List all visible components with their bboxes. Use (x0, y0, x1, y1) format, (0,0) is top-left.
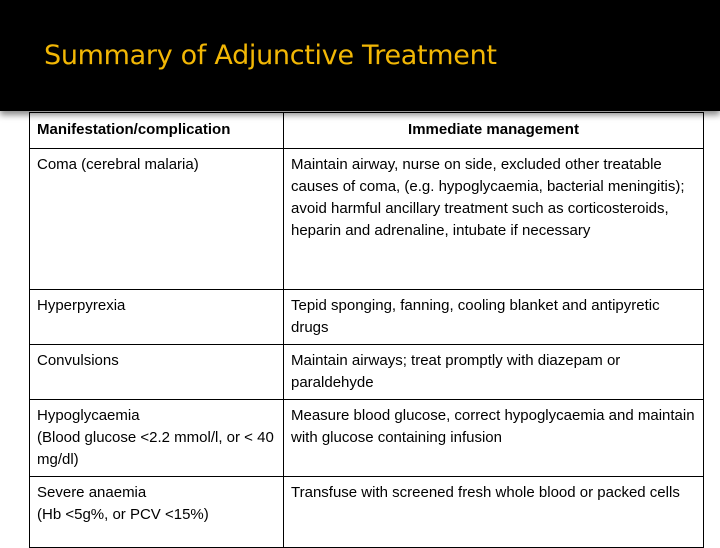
title-bar (0, 0, 720, 111)
management-cell: Measure blood glucose, correct hypoglycaemia and maintain with glucose containing infusion (284, 400, 704, 477)
header-management: Immediate management (284, 113, 704, 149)
management-cell: Transfuse with screened fresh whole blood or packed cells (284, 477, 704, 548)
manifestation-cell: Coma (cerebral malaria) (30, 149, 284, 290)
header-manifestation: Manifestation/complication (30, 113, 284, 149)
manifestation-cell: Hyperpyrexia (30, 290, 284, 345)
table-row (30, 149, 704, 290)
management-cell: Tepid sponging, fanning, cooling blanket and antipyretic drugs (284, 290, 704, 345)
table-row (30, 477, 704, 548)
table-row (30, 400, 704, 477)
manifestation-cell: Severe anaemia (Hb <5g%, or PCV <15%) (30, 477, 284, 548)
manifestation-cell: Convulsions (30, 345, 284, 400)
manifestation-cell: Hypoglycaemia (Blood glucose <2.2 mmol/l, or < 40 mg/dl) (30, 400, 284, 477)
table-row (30, 345, 704, 400)
table-row (30, 290, 704, 345)
treatment-table (29, 112, 704, 548)
table-header-row (30, 113, 704, 149)
slide-title: Summary of Adjunctive Treatment (44, 40, 497, 71)
management-cell: Maintain airways; treat promptly with diazepam or paraldehyde (284, 345, 704, 400)
management-cell: Maintain airway, nurse on side, excluded other treatable causes of coma, (e.g. hypoglycaemia, bacterial meningitis); avoid harmful ancillary treatment such as corticosteroids, heparin and adrenaline, intubate if necessary (284, 149, 704, 290)
